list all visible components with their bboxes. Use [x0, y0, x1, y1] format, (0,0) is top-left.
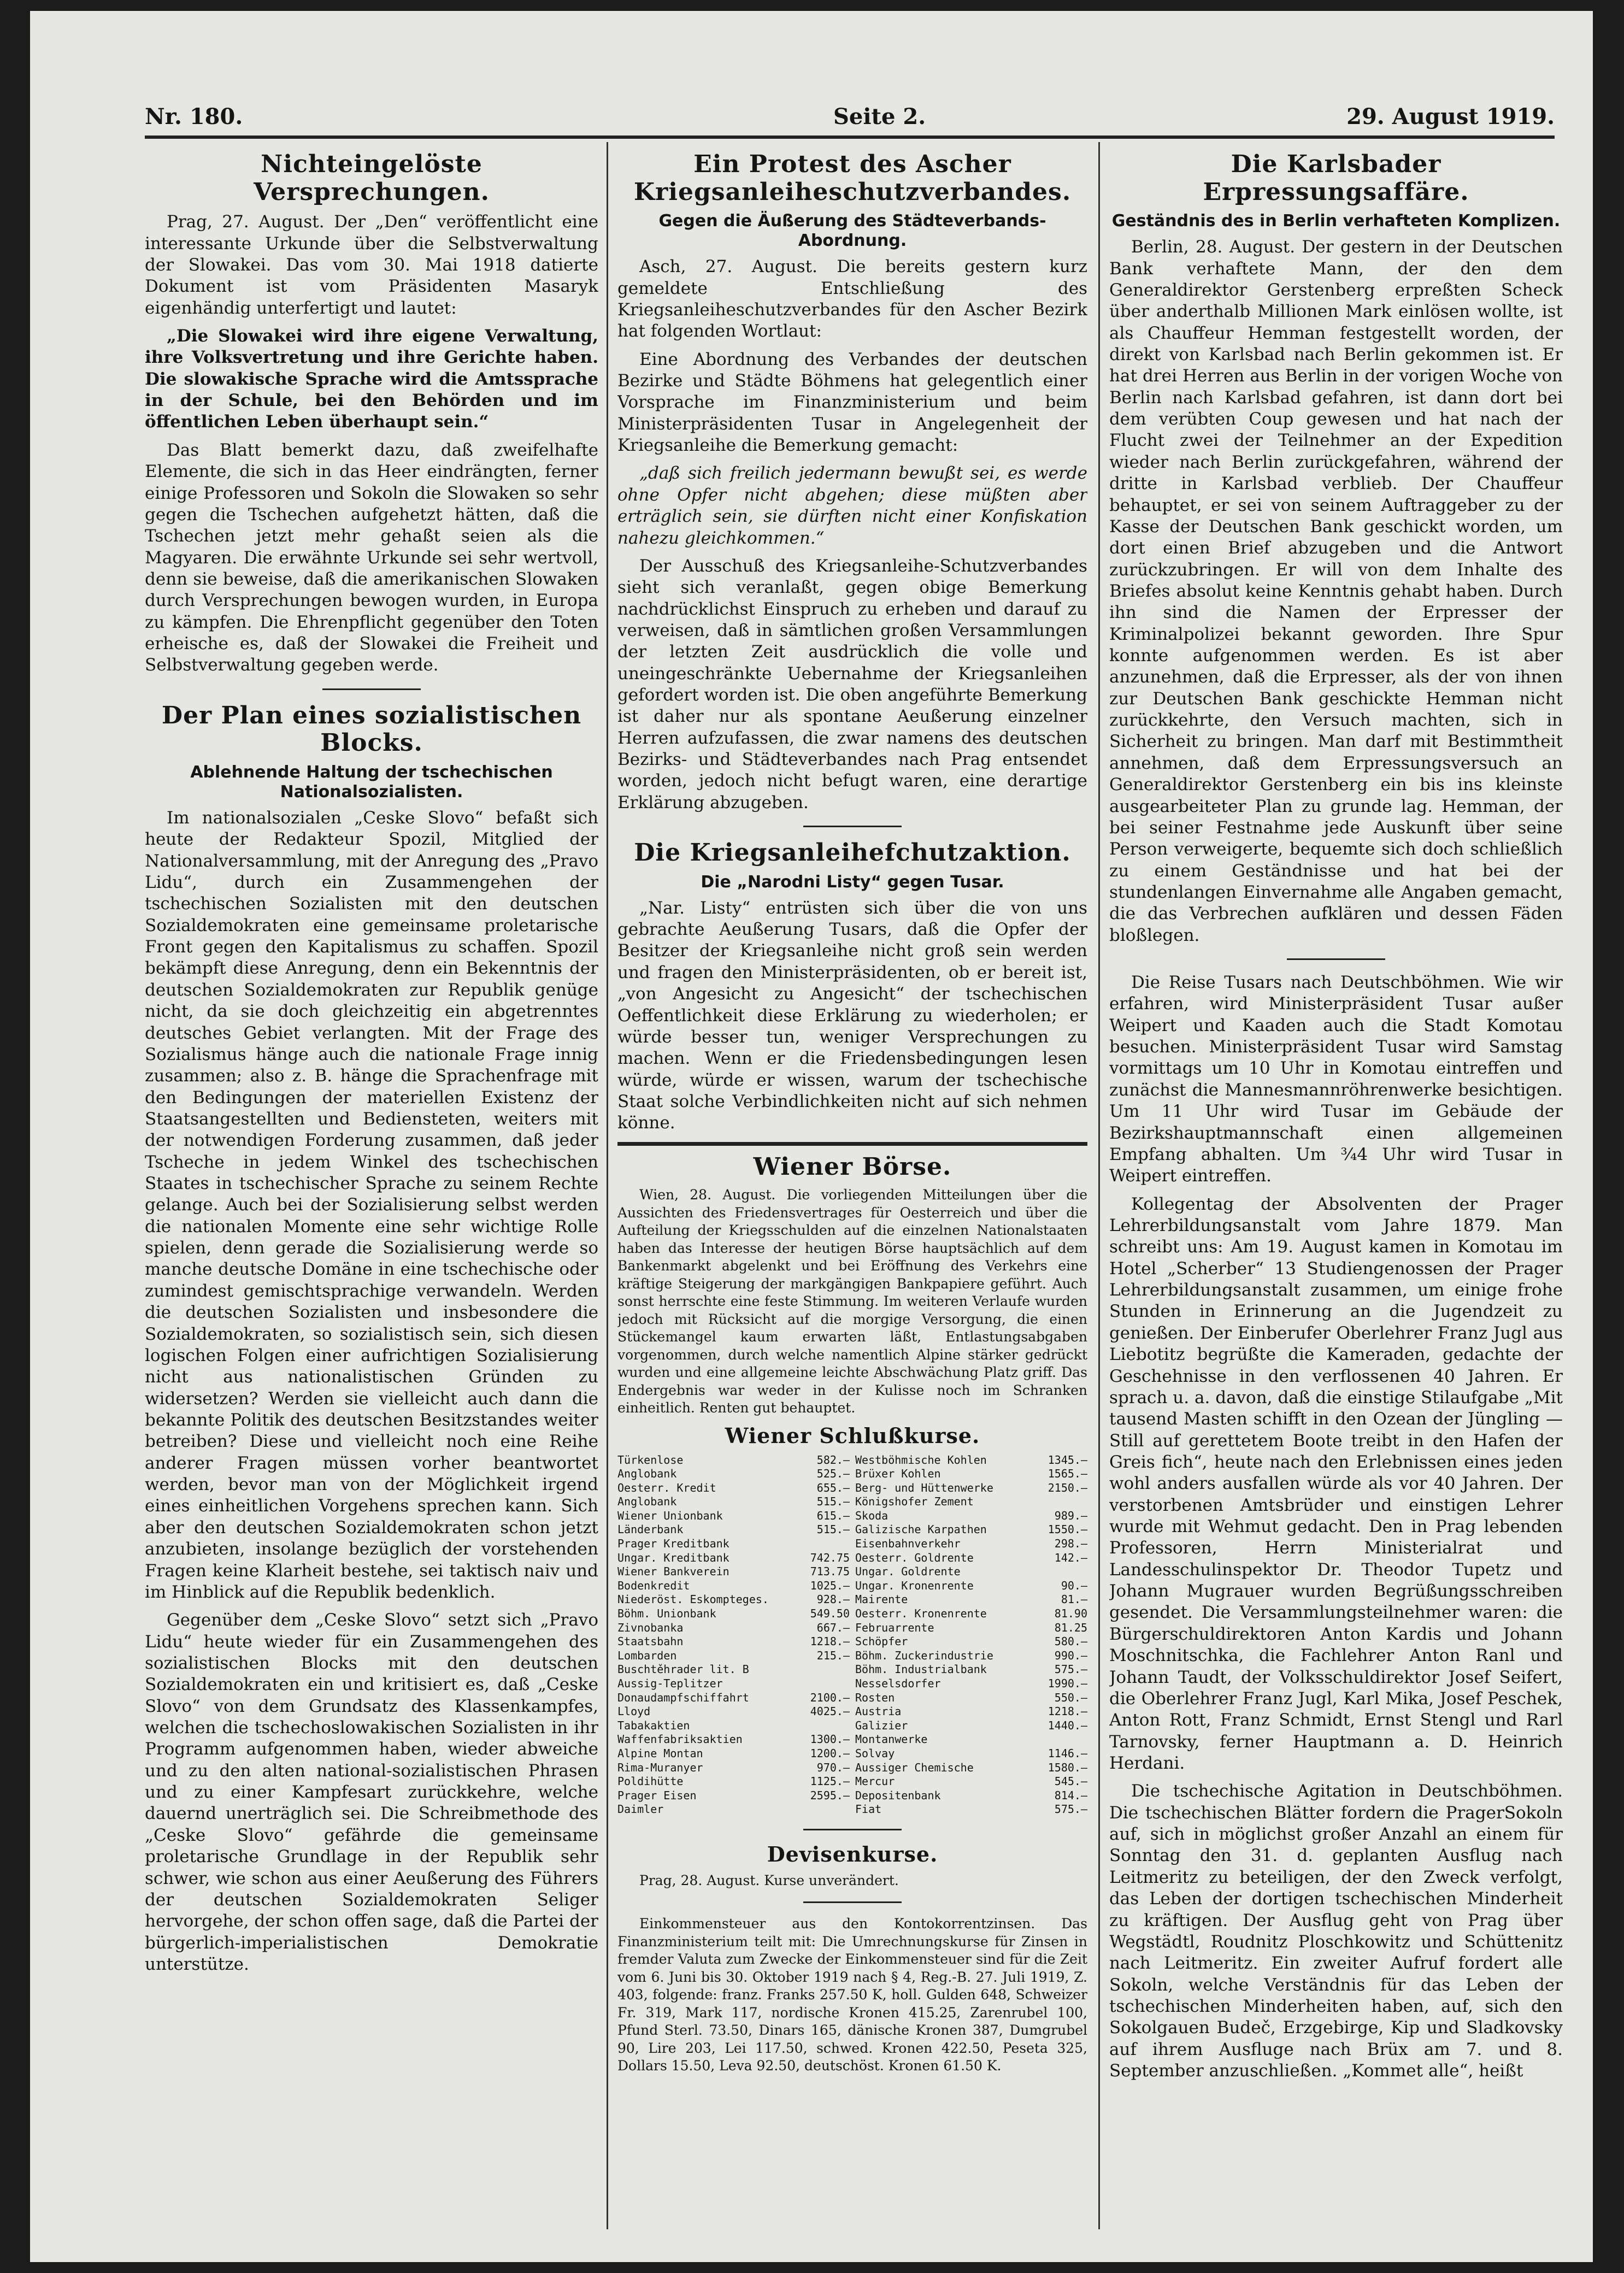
- stock-table: [617, 1453, 1087, 1817]
- stock-row: [617, 1481, 850, 1495]
- stock-row: [617, 1621, 850, 1635]
- stock-row: [855, 1733, 1087, 1747]
- stock-name: Böhm. Unionbank: [617, 1607, 716, 1621]
- stock-name: Poldihütte: [617, 1775, 684, 1788]
- stock-row: [855, 1551, 1087, 1565]
- stock-row: [617, 1593, 850, 1607]
- article-paragraph: Berlin, 28. August. Der gestern in der Deutschen Bank verhaftete Mann, der den dem Generaldirektor Gerstenberg erpreßten Scheck über anderthalb Millionen Mark einlösen wollte, ist als Chauffeur Hemman festgestellt worden, der direkt von Karlsbad nach Berlin gekommen ist. Er hat drei Herren aus Berlin in der vorigen Woche von Berlin nach Karlsbad gefahren, ist dann dort bei dem verübten Coup gewesen und hat nach der Flucht zwei der Teilnehmer an der Expedition wieder nach Berlin zurückgefahren, während der dritte in Karlsbad verblieb. Der Chauffeur behauptet, er sei von seinem Auftraggeber zu der Kasse der Deutschen Bank geschickt worden, um dort einen Brief abzugeben und die Antwort zurückzubringen. Er will von dem Inhalte des Briefes absolut keine Kenntnis gehabt haben. Durch ihn sind die Namen der Erpresser der Kriminalpolizei bekannt geworden. Ihre Spur konnte aufgenommen werden. Es ist aber anzunehmen, daß die Erpresser, als der von ihnen zur Deutschen Bank geschickte Hemman nicht zurückkehrte, den Versuch machten, sich in Sicherheit zu bringen. Man darf mit Bestimmtheit annehmen, daß dem Erpressungsversuch an Generaldirektor Gerstenberg ein bis ins kleinste ausgearbeiteter Plan zu grunde lag. Hemman, der bei seiner Festnahme jede Auskunft über seine Person verweigerte, bequemte sich doch schließlich zu einem Geständnisse und hat bei der stundenlangen Einvernahme alle Angaben gemacht, die das Verbrechen aufklären und dessen Fäden bloßlegen.: [1109, 237, 1563, 945]
- stock-row: [855, 1495, 1087, 1509]
- stock-name: Aussig-Teplitzer: [617, 1677, 723, 1690]
- stock-price: 142.—: [1054, 1551, 1087, 1564]
- article-separator: [322, 688, 421, 690]
- stock-name: Rosten: [855, 1691, 895, 1704]
- stock-name: Niederöst. Eskompteges.: [617, 1593, 769, 1606]
- stock-row: [617, 1607, 850, 1621]
- stock-row: [855, 1593, 1087, 1607]
- stock-row: [617, 1747, 850, 1761]
- stock-column-left: [617, 1453, 850, 1817]
- stock-price: 928.—: [816, 1593, 850, 1606]
- stock-name: Westböhmische Kohlen: [855, 1453, 987, 1467]
- stock-row: [855, 1775, 1087, 1789]
- stock-name: Oesterr. Kredit: [617, 1481, 716, 1494]
- article-separator: [803, 1829, 902, 1830]
- page-header: [145, 104, 1555, 137]
- stock-price: 1565.—: [1048, 1467, 1087, 1481]
- stock-price: 1200.—: [810, 1746, 850, 1760]
- stock-price: 515.—: [816, 1495, 850, 1509]
- stock-row: [855, 1579, 1087, 1593]
- stock-name: Nesselsdorfer: [855, 1677, 941, 1690]
- stock-row: [855, 1565, 1087, 1579]
- stock-name: Fiat: [855, 1803, 882, 1816]
- stock-row: [855, 1453, 1087, 1468]
- stock-name: Daimler: [617, 1803, 664, 1816]
- page-number: Seite 2.: [833, 104, 926, 129]
- column-right: [1109, 148, 1563, 2229]
- stock-price: 615.—: [816, 1509, 850, 1522]
- article-title: Die Kriegsanleihefchutzaktion.: [634, 839, 1071, 867]
- stock-row: [855, 1649, 1087, 1663]
- stock-name: Austria: [855, 1705, 902, 1718]
- stock-price: 1300.—: [810, 1733, 850, 1746]
- article-paragraph: Gegenüber dem „Ceske Slovo“ setzt sich „Pravo Lidu“ heute wieder für ein Zusammengehen des sozialistischen Blocks mit den deutschen Sozialdemokraten ein und kritisiert es, daß „Ceske Slovo“ von dem Grundsatz des Klassenkampfes, welchen die tschechoslowakischen Sozialisten in ihr Programm aufgenommen haben, wieder abweiche und zu den alten national-sozialistischen Phrasen und zu einer Kampfesart zurückkehre, welche dauernd unerträglich sei. Die Schreibmethode des „Ceske Slovo“ gefährde die gemeinsame proletarische Grundlage in der Republik sehr schwer, wie schon aus einer Aeußerung des Führers der deutschen Sozialdemokraten Seliger hervorgehe, der schon offen sage, daß die Partei der bürgerlich-imperialistischen Demokratie unterstütze.: [145, 1610, 598, 1974]
- stock-price: 2595.—: [810, 1788, 850, 1802]
- stock-row: [855, 1719, 1087, 1733]
- stock-price: 1218.—: [810, 1635, 850, 1648]
- stock-price: 742.75: [810, 1551, 850, 1564]
- stock-name: Anglobank: [617, 1495, 677, 1509]
- stock-price: 81.—: [1061, 1593, 1087, 1606]
- stock-row: [855, 1607, 1087, 1621]
- column-divider-2: [1098, 142, 1100, 2229]
- stock-name: Zivnobanka: [617, 1621, 684, 1634]
- stock-price: 580.—: [1054, 1635, 1087, 1648]
- stock-row: [855, 1747, 1087, 1761]
- stock-price: 2150.—: [1048, 1481, 1087, 1494]
- article-paragraph: Im nationalsozialen „Ceske Slovo“ befaßt sich heute der Redakteur Spozil, Mitglied der Nationalversammlung, mit der Anregung des „Pravo Lidu“, durch ein Zusammengehen der tschechischen Sozialisten mit den deutschen Sozialdemokraten eine gemeinsame proletarische Front gegen den Kapitalismus zu schaffen. Spozil bekämpft diese Anregung, denn ein Bekenntnis der deutschen Sozialdemokraten zur Republik genüge nicht, da sie doch gleichzeitig ein abgetrenntes deutsches Gebiet verlangten. Mit der Frage des Sozialismus hänge auch die nationale Frage innig zusammen; also z. B. hänge die Sprachenfrage mit den Bedingungen der materiellen Existenz der Staatsangestellten und Bediensteten, weiters mit der notwendigen Forderung zusammen, daß jeder Tscheche in jedem Winkel des tschechischen Staates in tschechischer Sprache zu seinem Rechte gelange. Auch bei der Sozialisierung selbst werden die nationalen Momente eine sehr wichtige Rolle spielen, denn gerade die Sozialisierung werde so manche deutsche Domäne in eine tschechische oder zumindest gemischtsprachige verwandeln. Werden die deutschen Sozialisten und insbesondere die Sozialdemokraten, so sozialistisch sein, sich diesen logischen Folgen einer aufrichtigen Sozialisierung nicht aus nationalistischen Gründen zu widersetzen? Werden sie vielleicht auch dann die bekannte Politik des deutschen Besitzstandes weiter betreiben? Diese und vielleicht noch eine Reihe anderer Fragen müssen vorher beantwortet werden, bevor man von der Möglichkeit irgend eines einheitlichen Vorgehens sprechen kann. Sich aber den deutschen Sozialdemokraten schon jetzt anzubieten, insolange bezüglich der vorstehenden Fragen keine Klarheit bestehe, sei taktisch naiv und im Hinblick auf die Republik bedenklich.: [145, 808, 598, 1602]
- stock-row: [617, 1789, 850, 1803]
- stock-price: 1125.—: [810, 1775, 850, 1788]
- stock-price: [801, 1803, 850, 1817]
- stock-price: 81.25: [1054, 1621, 1087, 1634]
- stock-price: 1580.—: [1048, 1760, 1087, 1774]
- stock-price: 298.—: [1054, 1537, 1087, 1551]
- article-paragraph: Einkommensteuer aus den Kontokorrentzinsen. Das Finanzministerium teilt mit: Die Umrechnungskurse für Zinsen in fremder Valuta zum Zwecke der Einkommensteuer sind für die Zeit vom 6. Juni bis 30. Oktober 1919 nach § 4, Reg.-B. 27. Juli 1919, Z. 403, folgende: franz. Franks 257.50 K, holl. Gulden 648, Schweizer Fr. 319, Mark 117, nordische Kronen 415.25, Zarenrubel 100, Pfund Sterl. 73.50, Dinars 165, dänische Kronen 387, Dumgrubel 90, Lire 203, Lei 117.50, schwed. Kronen 422.50, Peseta 325, Dollars 15.50, Leva 92.50, deutschöst. Kronen 61.50 K.: [617, 1916, 1087, 2074]
- stock-row: [617, 1551, 850, 1565]
- stock-name: Donaudampfschiffahrt: [617, 1691, 749, 1704]
- stock-name: Solvay: [855, 1746, 895, 1760]
- stock-row: [617, 1467, 850, 1481]
- stock-price: [801, 1719, 850, 1733]
- article-subtitle: Geständnis des in Berlin verhafteten Komplizen.: [1111, 211, 1561, 231]
- article-paragraph: Der Ausschuß des Kriegsanleihe-Schutzverbandes sieht sich veranlaßt, gegen obige Bemerkung nachdrücklichst Einspruch zu erheben und darauf zu verweisen, daß in sämtlichen großen Versammlungen der letzten Zeit ausdrücklich die volle und uneingeschränkte Uebernahme der Kriegsanleihen gefordert worden ist. Die oben angeführte Bemerkung ist daher nur als spontane Aeußerung einzelner Herren aufzufassen, die zwar namens des deutschen Bezirks- und Städteverbandes nach Prag entsendet worden, jedoch nicht befugt waren, eine derartige Erklärung abzugeben.: [617, 556, 1087, 812]
- stock-row: [855, 1803, 1087, 1817]
- section-title: Devisenkurse.: [767, 1841, 938, 1866]
- stock-row: [617, 1775, 850, 1789]
- stock-name: Länderbank: [617, 1523, 684, 1536]
- stock-name: Böhm. Zuckerindustrie: [855, 1648, 993, 1662]
- stock-price: 667.—: [816, 1621, 850, 1634]
- stock-price: 550.—: [1054, 1691, 1087, 1704]
- article-paragraph: Prag, 28. August. Kurse unverändert.: [639, 1872, 899, 1888]
- stock-row: [855, 1761, 1087, 1775]
- stock-price: 1440.—: [1048, 1718, 1087, 1732]
- stock-name: Bodenkredit: [617, 1579, 690, 1592]
- stock-name: Februarrente: [855, 1621, 934, 1634]
- section-title: Wiener Börse.: [753, 1152, 952, 1181]
- article-paragraph: Prag, 27. August. Der „Den“ veröffentlicht eine interessante Urkunde über die Selbstverwaltung der Slowakei. Das vom 30. Mai 1918 datierte Dokument ist vom Präsidenten Masaryk eigenhändig unterfertigt und lautet:: [145, 212, 598, 318]
- stock-price: 549.50: [810, 1607, 850, 1621]
- stock-row: [617, 1495, 850, 1509]
- stock-row: [855, 1705, 1087, 1719]
- stock-name: Schöpfer: [855, 1635, 908, 1648]
- article-subtitle: Gegen die Äußerung des Städteverbands-Abordnung.: [658, 211, 1046, 251]
- stock-name: Wiener Unionbank: [617, 1509, 723, 1522]
- stock-name: Prager Kreditbank: [617, 1537, 729, 1551]
- stock-name: Tabakaktien: [617, 1718, 690, 1732]
- section-rule: [617, 1142, 1087, 1146]
- stock-row: [855, 1677, 1087, 1691]
- article-subtitle: Ablehnende Haltung der tschechischen Nationalsozialisten.: [190, 762, 553, 802]
- stock-price: [1038, 1733, 1087, 1747]
- stock-row: [617, 1453, 850, 1468]
- article-paragraph: Eine Abordnung des Verbandes der deutschen Bezirke und Städte Böhmens hat gelegentlich einer Vorsprache im Finanzministerium und beim Ministerpräsidenten Tusar in Angelegenheit der Kriegsanleihe die Bemerkung gemacht:: [617, 349, 1087, 456]
- stock-name: Galizische Karpathen: [855, 1523, 987, 1536]
- stock-row: [617, 1705, 850, 1719]
- header-rule: [145, 136, 1555, 139]
- stock-row: [617, 1663, 850, 1677]
- stock-price: [1038, 1495, 1087, 1509]
- stock-name: Oesterr. Kronenrente: [855, 1607, 987, 1621]
- stock-name: Depositenbank: [855, 1788, 941, 1802]
- stock-price: [801, 1663, 850, 1677]
- stock-row: [855, 1467, 1087, 1481]
- stock-price: 90.—: [1061, 1579, 1087, 1592]
- stock-price: 713.75: [810, 1565, 850, 1579]
- stock-name: Staatsbahn: [617, 1635, 684, 1648]
- article-paragraph: Das Blatt bemerkt dazu, daß zweifelhafte Elemente, die sich in das Heer eindrängten, ferner einige Professoren und Sokoln die Slowaken so sehr gegen die Tschechen aufgehetzt hätten, daß die Tschechen jetzt mehr gehaßt seien als die Magyaren. Die erwähnte Urkunde sei sehr wertvoll, denn sie beweise, daß die amerikanischen Slowaken durch Versprechungen bewogen wurden, in Europa zu kämpfen. Die Ehrenpflicht gegenüber den Toten erheische es, daß der Slowakei die Freiheit und Selbstverwaltung gegeben werde.: [145, 440, 598, 675]
- stock-row: [617, 1677, 850, 1691]
- stock-row: [617, 1691, 850, 1705]
- stock-price: 215.—: [816, 1648, 850, 1662]
- stock-price: [1038, 1565, 1087, 1579]
- stock-row: [855, 1789, 1087, 1803]
- article-quote: „Die Slowakei wird ihre eigene Verwaltung, ihre Volksvertretung und ihre Gerichte haben. Die slowakische Sprache wird die Amtssprache in der Schule, bei den Behörden und im öffentlichen Leben überhaupt sein.“: [145, 326, 598, 432]
- stock-name: Anglobank: [617, 1467, 677, 1481]
- stock-row: [617, 1523, 850, 1537]
- stock-name: Galizier: [855, 1718, 908, 1732]
- stock-name: Oesterr. Goldrente: [855, 1551, 974, 1564]
- stock-row: [617, 1761, 850, 1775]
- stock-row: [617, 1579, 850, 1593]
- section-title: Wiener Schlußkurse.: [725, 1423, 980, 1448]
- column-divider-1: [607, 142, 608, 2229]
- stock-price: 989.—: [1054, 1509, 1087, 1522]
- stock-price: 1990.—: [1048, 1677, 1087, 1690]
- stock-name: Wiener Bankverein: [617, 1565, 729, 1579]
- stock-name: Prager Eisen: [617, 1788, 697, 1802]
- stock-price: 1218.—: [1048, 1705, 1087, 1718]
- stock-name: Mercur: [855, 1775, 895, 1788]
- stock-column-right: [855, 1453, 1087, 1817]
- stock-name: Ungar. Kreditbank: [617, 1551, 729, 1564]
- stock-name: Skoda: [855, 1509, 889, 1522]
- stock-price: 990.—: [1054, 1648, 1087, 1662]
- stock-row: [855, 1663, 1087, 1677]
- article-paragraph: Die Reise Tusars nach Deutschböhmen. Wie wir erfahren, wird Ministerpräsident Tusar außer Weipert und Kaaden auch die Stadt Komotau besuchen. Ministerpräsident Tusar wird Samstag vormittags um 10 Uhr in Komotau eintreffen und zunächst die Mannesmannröhrenwerke besichtigen. Um 11 Uhr wird Tusar im Gebäude der Bezirkshauptmannschaft einen allgemeinen Empfang abhalten. Um ¾4 Uhr wird Tusar in Weipert eintreffen.: [1109, 973, 1563, 1186]
- stock-row: [855, 1537, 1087, 1551]
- newspaper-page: [30, 11, 1593, 2262]
- stock-name: Lombarden: [617, 1648, 677, 1662]
- stock-name: Ungar. Kronenrente: [855, 1579, 974, 1592]
- stock-name: Eisenbahnverkehr: [855, 1537, 961, 1551]
- stock-name: Türkenlose: [617, 1453, 684, 1467]
- stock-price: 655.—: [816, 1481, 850, 1494]
- stock-price: 1025.—: [810, 1579, 850, 1592]
- stock-name: Buschtěhrader lit. B: [617, 1663, 749, 1676]
- article-title: Nichteingelöste Versprechungen.: [254, 150, 490, 206]
- column-middle: [617, 148, 1087, 2229]
- article-paragraph: Die tschechische Agitation in Deutschböhmen. Die tschechischen Blätter fordern die PragerSokoln auf, sich in möglichst großer Anzahl an einem für Sonntag den 31. d. geplanten Ausflug nach Leitmeritz zu beteiligen, der den Zweck verfolgt, das Leben der dortigen tschechischen Minderheit zu kräftigen. Der Ausflug geht von Prag über Wegstädtl, Roudnitz Ploschkowitz und Schüttenitz nach Leitmeritz. Ein zweiter Aufruf fordert alle Sokoln, welche Verständnis für das Leben der tschechischen Minderheiten haben, auf, sich den Sokolgauen Budeč, Erzgebirge, Kip und Sladkovsky auf ihrem Ausfluge nach Brüx am 7. und 8. September anzuschließen. „Kommet alle“, heißt: [1109, 1781, 1563, 2081]
- article-paragraph: Asch, 27. August. Die bereits gestern kurz gemeldete Entschließung des Kriegsanleiheschutzverbandes für den Ascher Bezirk hat folgenden Wortlaut:: [617, 257, 1087, 341]
- issue-number: Nr. 180.: [145, 104, 243, 129]
- article-title: Die Karlsbader Erpressungsaffäre.: [1203, 150, 1469, 206]
- stock-price: 1146.—: [1048, 1746, 1087, 1760]
- stock-row: [617, 1719, 850, 1733]
- stock-row: [617, 1635, 850, 1649]
- article-paragraph: Kollegentag der Absolventen der Prager Lehrerbildungsanstalt vom Jahre 1879. Man schreibt uns: Am 19. August kamen in Komotau im Hotel „Scherber“ 13 Studiengenossen der Prager Lehrerbildungsanstalt zusammen, um einige frohe Stunden in Erinnerung an die Jugendzeit zu genießen. Der Einberufer Oberlehrer Franz Jugl aus Liebotitz begrüßte die Kameraden, gedachte der Geschehnisse in den verflossenen 40 Jahren. Er sprach u. a. davon, daß die einstige Stilaufgabe „Mit tausend Masten schifft in den Ozean der Jüngling — Still auf gerettetem Boote treibt in den Hafen der Greis fich“, heute nach den Erlebnissen eines jeden wohl anders ausfallen würde als vor 40 Jahren. Der verstorbenen Amtsbrüder und einstigen Lehrer wurde mit Wehmut gedacht. Den in Prag lebenden Professoren, Herrn Ministerialrat und Landesschulinspektor Dr. Theodor Tupetz und Johann Mugrauer wurden Begrüßungsschreiben gesendet. Die Versammlungsteilnehmer waren: die Bürgerschuldirektoren Anton Kardis und Johann Moschnitschka, die Fachlehrer Anton Ranl und Johann Taudt, der Volksschuldirektor Josef Seifert, die Oberlehrer Franz Jugl, Karl Mika, Josef Peschek, Anton Rott, Franz Schmidt, Ernst Stengl und Rarl Tarnovsky, ferner Hauptmann a. D. Heinrich Herdani.: [1109, 1194, 1563, 1773]
- stock-row: [617, 1733, 850, 1747]
- stock-row: [855, 1523, 1087, 1537]
- stock-price: [801, 1677, 850, 1691]
- stock-name: Rima-Muranyer: [617, 1760, 703, 1774]
- stock-name: Königshofer Zement: [855, 1495, 974, 1509]
- stock-row: [617, 1649, 850, 1663]
- stock-name: Alpine Montan: [617, 1746, 703, 1760]
- stock-price: 1345.—: [1048, 1453, 1087, 1467]
- stock-row: [617, 1565, 850, 1579]
- stock-name: Ungar. Goldrente: [855, 1565, 961, 1579]
- stock-name: Brüxer Kohlen: [855, 1467, 941, 1481]
- article-separator: [803, 826, 902, 827]
- stock-price: 515.—: [816, 1523, 850, 1536]
- stock-name: Berg- und Hüttenwerke: [855, 1481, 993, 1494]
- stock-price: [801, 1537, 850, 1551]
- stock-row: [617, 1803, 850, 1817]
- stock-row: [617, 1509, 850, 1523]
- stock-row: [855, 1635, 1087, 1649]
- article-title: Ein Protest des Ascher Kriegsanleiheschutzverbandes.: [633, 150, 1072, 206]
- article-paragraph: „Nar. Listy“ entrüsten sich über die von uns gebrachte Aeußerung Tusars, daß die Opfer der Besitzer der Kriegsanleihe nicht groß sein werden und fragen den Ministerpräsidenten, ob er bereit ist, „von Angesicht zu Angesicht“ der tschechischen Oeffentlichkeit diese Erklärung zu wiederholen; er würde besser tun, weniger Versprechungen zu machen. Wenn er die Friedensbedingungen lesen würde, würde er wissen, warum der tschechische Staat solche Verbindlichkeiten nicht auf sich nehmen könne.: [617, 898, 1087, 1133]
- column-left: [145, 148, 598, 2229]
- stock-price: 1550.—: [1048, 1523, 1087, 1536]
- stock-price: 582.—: [816, 1453, 850, 1467]
- stock-name: Montanwerke: [855, 1733, 928, 1746]
- article-paragraph: Wien, 28. August. Die vorliegenden Mitteilungen über die Aussichten des Friedensvertrages für Oesterreich und über die Aufteilung der Kriegsschulden auf die einzelnen Nationalstaaten haben das Interesse der heutigen Börse hauptsächlich auf dem Bankenmarkt abgelenkt und bei Eröffnung des Verkehrs eine kräftige Steigerung der markgängigen Bankpapiere geführt. Auch sonst herrschte eine feste Stimmung. Im weiteren Verlaufe wurden jedoch mit Rücksicht auf die morgige Versorgung, die einen Stückemangel kaum erwarten läßt, Entlastungsabgaben vorgenommen, durch welche namentlich Alpine stärker gedrückt wurden und eine allgemeine leichte Abschwächung Platz griff. Das Endergebnis war weder in der Kulisse noch im Schranken einheitlich. Renten gut behauptet.: [617, 1187, 1087, 1416]
- stock-price: 545.—: [1054, 1775, 1087, 1788]
- article-quote: „daß sich freilich jedermann bewußt sei, es werde ohne Opfer nicht abgehen; diese müßten aber erträglich sein, sie dürften nicht einer Konfiskation nahezu gleichkommen.“: [617, 463, 1087, 548]
- stock-price: 525.—: [816, 1467, 850, 1481]
- stock-row: [617, 1537, 850, 1551]
- stock-name: Waffenfabriksaktien: [617, 1733, 743, 1746]
- stock-name: Aussiger Chemische: [855, 1760, 974, 1774]
- stock-price: 81.90: [1054, 1607, 1087, 1621]
- stock-price: 4025.—: [810, 1705, 850, 1718]
- article-subtitle: Die „Narodni Listy“ gegen Tusar.: [701, 872, 1004, 892]
- article-separator: [1287, 958, 1385, 960]
- stock-price: 970.—: [816, 1760, 850, 1774]
- stock-name: Lloyd: [617, 1705, 651, 1718]
- stock-price: 814.—: [1054, 1788, 1087, 1802]
- stock-row: [855, 1509, 1087, 1523]
- stock-price: 575.—: [1054, 1663, 1087, 1676]
- stock-row: [855, 1621, 1087, 1635]
- stock-row: [855, 1481, 1087, 1495]
- issue-date: 29. August 1919.: [1346, 104, 1555, 129]
- stock-price: 575.—: [1054, 1803, 1087, 1816]
- stock-price: 2100.—: [810, 1691, 850, 1704]
- article-title: Der Plan eines sozialistischen Blocks.: [161, 701, 582, 757]
- stock-name: Böhm. Industrialbank: [855, 1663, 987, 1676]
- stock-row: [855, 1691, 1087, 1705]
- article-separator: [803, 1901, 902, 1903]
- stock-name: Mairente: [855, 1593, 908, 1606]
